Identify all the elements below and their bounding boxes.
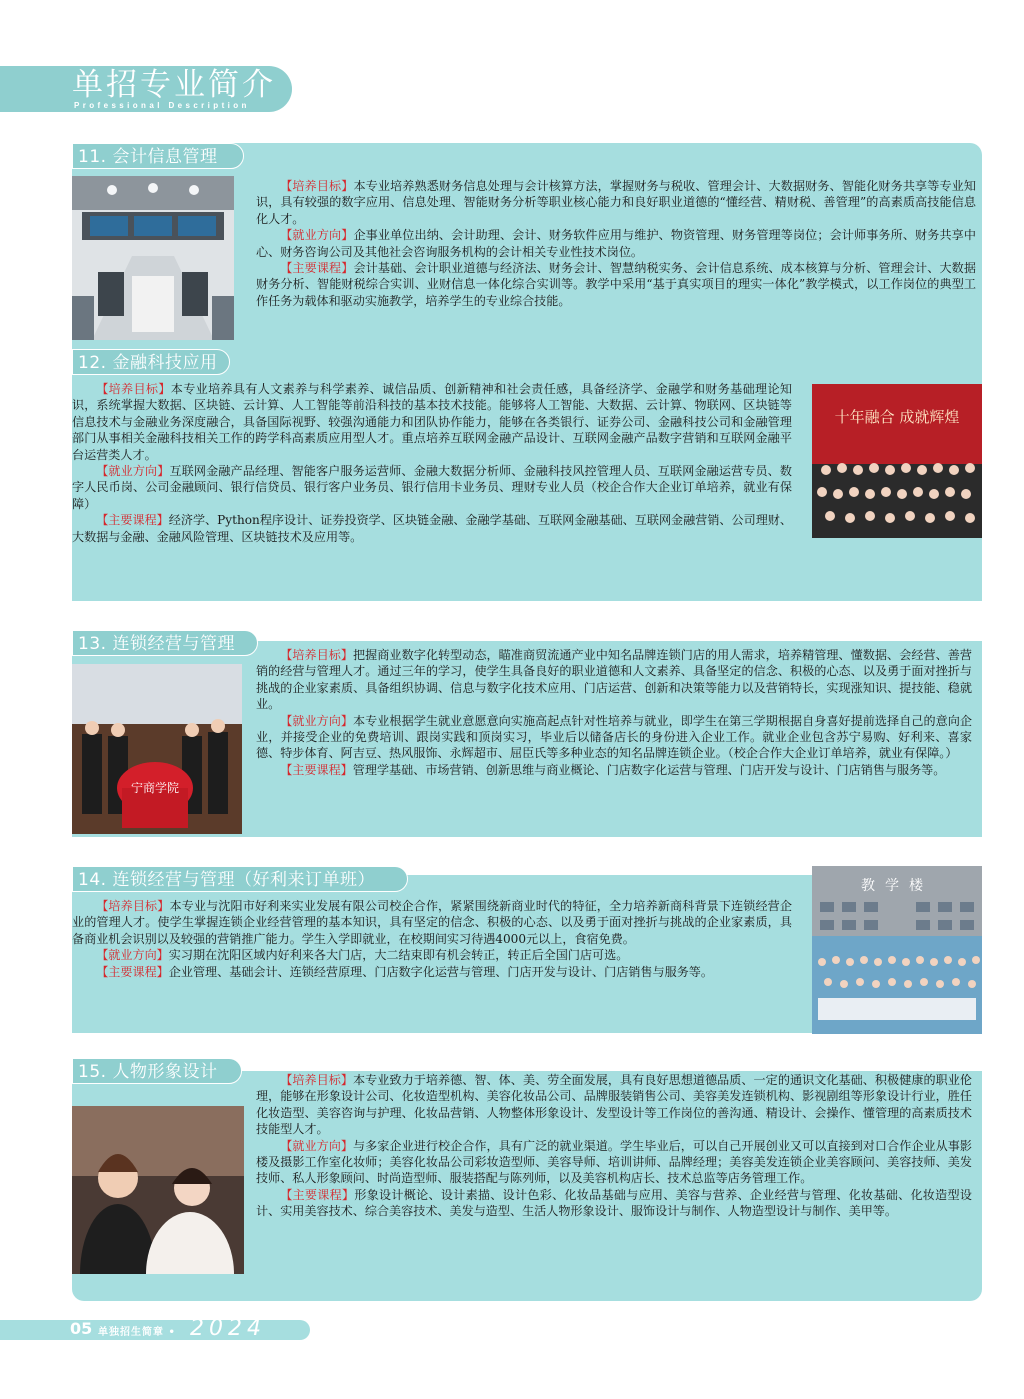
course-label: 【主要课程】 [280,1187,355,1202]
job-text: 实习期在沈阳区域内好利来各大门店，大二结束即有机会转正，转正后全国门店可选。 [168,948,629,963]
section-title-12: 12. 金融科技应用 [72,349,230,375]
makeup-photo [72,1106,244,1274]
goal-label: 【培养目标】 [280,179,354,193]
course-text: 经济学、Python程序设计、证券投资学、区块链金融、金融学基础、互联网金融基础、互联网金融营销、公司理财、大数据与金融、金融风险管理、区块链技术及应用等。 [72,513,792,544]
course-text: 形象设计概论、设计素描、设计色彩、化妆品基础与应用、美容与营养、企业经营与管理、化妆基础、化妆造型设计、实用美容技术、综合美容技术、美发与造型、生活人物形象设计、服饰设计与制作、人物造型设计与制作、美甲等。 [256,1187,972,1219]
photo-banner-text: 宁商学院 [130,781,180,795]
job-text: 与多家企业进行校企合作，具有广泛的就业渠道。学生毕业后，可以自己开展创业又可以直接到对口合作企业从事影楼及摄影工作室化妆师；美容化妆品公司彩妆造型师、美容导师、培训讲师、品牌经理；美容美发连锁企业美容顾问、美容技师、美发技师、私人形象顾问、时尚造型师、服装搭配与陈列师，以及美容机构店长、技术总监等店务管理工作。 [256,1138,972,1186]
goal-text: 本专业致力于培养德、智、体、美、劳全面发展，具有良好思想道德品质、一定的通识文化基础、积极健康的职业伦理，能够在形象设计公司、化妆造型机构、美容化妆品公司、品牌服装销售公司、美容美发连锁机构、影视剧组等形象设计行业，胜任化妆造型、美容咨询与护理、化妆品营销、人物整体形象设计、发型设计等工作岗位的善沟通、精设计、会操作、懂管理的高素质技术技能型人才。 [256,1073,972,1137]
footer-year: 2024 [190,1316,266,1341]
goal-label: 【培养目标】 [96,899,170,913]
photo-banner-text: 教学楼 [861,878,933,894]
job-label: 【就业方向】 [280,713,354,728]
course-label: 【主要课程】 [96,513,169,528]
section-text-12 [72,381,792,545]
course-label: 【主要课程】 [96,964,169,979]
page-number: 05 [70,1319,93,1338]
section-title-15: 15. 人物形象设计 [72,1058,242,1084]
goal-label: 【培养目标】 [280,648,354,662]
job-label: 【就业方向】 [280,1138,354,1153]
ceremony-photo [72,664,242,834]
section-title-14: 14. 连锁经营与管理（好利来订单班） [72,866,408,892]
section-text-15 [256,1072,972,1220]
course-label: 【主要课程】 [280,762,353,777]
footer-label: 单独招生简章 • [98,1327,176,1338]
job-text: 企事业单位出纳、会计助理、会计、财务软件应用与维护、物资管理、财务管理等岗位；会计师事务所、财务共享中心、财务咨询公司及其他社会咨询服务机构的会计相关专业性技术岗位。 [256,228,976,259]
page-title: 单招专业简介 [72,67,276,103]
course-label: 【主要课程】 [280,261,354,276]
goal-text: 本专业与沈阳市好利来实业发展有限公司校企合作，紧紧围绕新商业时代的特征，全力培养新商科背景下连锁经营企业的管理人才。使学生掌握连锁企业经营管理的基本知识，具有坚定的信念、积极的心态、以及勇于面对挫折与挑战的企业家素质，具备商业机会识别以及较强的营销推广能力。学生入学即就业，在校期间实习待遇4000元以上，食宿免费。 [72,899,792,946]
course-text: 会计基础、会计职业道德与经济法、财务会计、智慧纳税实务、会计信息系统、成本核算与分析、管理会计、大数据财务分析、智能财税综合实训、业财信息一体化综合实训等。教学中采用“基于真实项目的理实一体化”教学模式，以工作岗位的典型工作任务为载体和驱动实施教学，培养学生的专业综合技能。 [256,261,976,308]
page-subtitle: Professional Description [74,101,250,110]
goal-label: 【培养目标】 [280,1073,354,1087]
section-text-13 [256,647,972,778]
section-title-13: 13. 连锁经营与管理 [72,630,258,656]
goal-text: 本专业培养具有人文素养与科学素养、诚信品质、创新精神和社会责任感，具备经济学、金融学和财务基础理论知识，系统掌握大数据、区块链、云计算、人工智能等前沿科技的基本技术技能。能够将人工智能、大数据、云计算、物联网、区块链等信息技术与金融业务深度融合，具备国际视野、较强沟通能力和团队协作能力，能够在各类银行、证券公司、金融科技公司和金融管理部门从事相关金融科技相关工作的跨学科高素质应用型人才。重点培养互联网金融产品设计、互联网金融产品数字营销和互联网金融平台运营类人才。 [72,382,792,462]
goal-label: 【培养目标】 [96,382,171,396]
goal-text: 把握商业数字化转型动态，瞄准商贸流通产业中知名品牌连锁门店的用人需求，培养精管理、懂数据、会经营、善营销的经营与管理人才。通过三年的学习，使学生具备良好的职业道德和人文素养、具备坚定的信念、积极的心态、以及勇于面对挫折与挑战的企业家素质、具备组织协调、信息与数字化技术应用、门店运营、创新和决策等能力以及营销特长，实现涨知识、提技能、稳就业。 [256,648,972,712]
campus-group-photo [812,866,982,1034]
classroom-photo [72,176,234,340]
job-label: 【就业方向】 [96,464,170,479]
job-text: 互联网金融产品经理、智能客户服务运营师、金融大数据分析师、金融科技风控管理人员、互联网金融运营专员、数字人民币岗、公司金融顾问、银行信贷员、银行客户业务员、银行信用卡业务员、理财专业人员（校企合作大企业订单培养，就业有保障） [72,464,792,511]
group-photo [812,384,982,538]
goal-text: 本专业培养熟悉财务信息处理与会计核算方法，掌握财务与税收、管理会计、大数据财务、智能化财务共享等专业知识，具有较强的数字应用、信息处理、智能财务分析等职业核心能力和良好职业道德的“懂经营、精财税、善管理”的高素质高技能信息化人才。 [256,179,976,226]
course-text: 管理学基础、市场营销、创新思维与商业概论、门店数字化运营与管理、门店开发与设计、门店销售与服务等。 [352,762,946,777]
photo-banner-text: 十年融合 成就辉煌 [834,408,960,426]
section-text-11 [256,178,976,309]
job-text: 本专业根据学生就业意愿意向实施高起点针对性培养与就业，即学生在第三学期根据自身喜好提前选择自己的意向企业，并接受企业的免费培训、跟岗实践和顶岗实习，毕业后以储备店长的身份进入企业工作。就业企业包含苏宁易购、好利来、喜家德、特步体育、阿吉豆、热风服饰、永辉超市、屈臣氏等多种业态的知名品牌连锁企业。（校企合作大企业订单培养，就业有保障。） [256,713,972,761]
job-label: 【就业方向】 [96,948,169,963]
section-text-14 [72,898,792,980]
course-text: 企业管理、基础会计、连锁经营原理、门店数字化运营与管理、门店开发与设计、门店销售与服务等。 [168,964,713,979]
job-label: 【就业方向】 [280,228,354,243]
section-title-11: 11. 会计信息管理 [72,143,244,169]
